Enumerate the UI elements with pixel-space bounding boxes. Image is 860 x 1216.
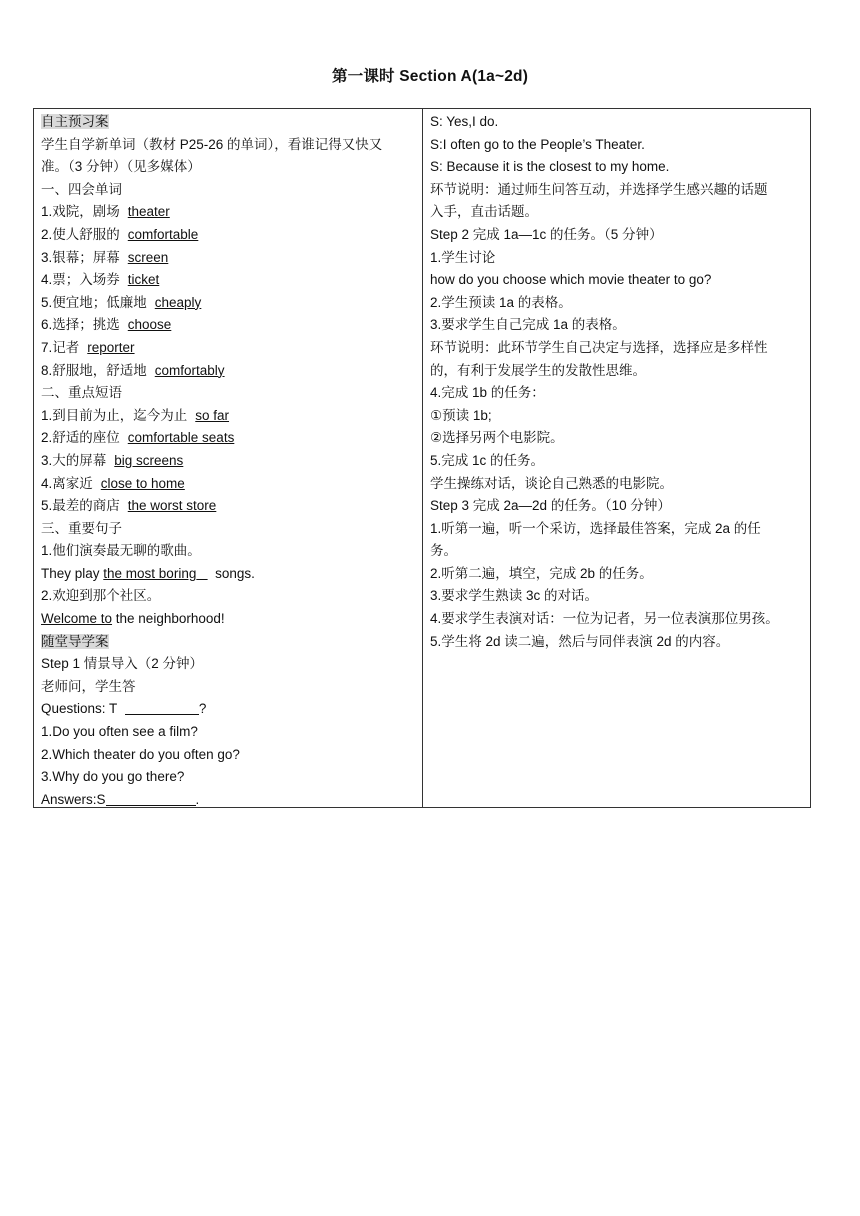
vocab-item [41, 337, 422, 360]
vocab-item-cn: 8.舒服地，舒适地 [41, 362, 147, 378]
phrase-item-answer: so far [195, 407, 230, 423]
right-line: 3.要求学生熟读 3c 的对话。 [430, 588, 599, 604]
right-line: 2.学生预读 1a 的表格。 [430, 294, 572, 310]
vocab-item [41, 224, 422, 247]
right-line: 4.要求学生表演对话：一位为记者，另一位表演那位男孩。 [430, 611, 779, 627]
class-heading: 随堂导学案 [41, 633, 109, 649]
right-line: 1.听第一遍，听一个采访，选择最佳答案，完成 2a 的任 [430, 520, 761, 536]
phrase-item [41, 405, 422, 428]
vocab-item-cn: 7.记者 [41, 339, 80, 355]
right-line: 入手，直击话题。 [430, 204, 538, 220]
vocab-item [41, 247, 422, 270]
sentence-text: songs. [215, 565, 255, 581]
phrase-item-cn: 2.舒适的座位 [41, 430, 120, 446]
right-column [423, 109, 810, 807]
vocab-item [41, 314, 422, 337]
sentence-cn: 1.他们演奏最无聊的歌曲。 [41, 543, 201, 559]
phrase-item-cn: 4.离家近 [41, 475, 93, 491]
right-line: 4.完成 1b 的任务： [430, 385, 545, 401]
sentence-cn: 2.欢迎到那个社区。 [41, 588, 161, 604]
vocab-item-cn: 4.票；入场券 [41, 272, 120, 288]
vocab-item-answer: comfortable [127, 226, 199, 242]
right-line: 2.听第二遍，填空，完成 2b 的任务。 [430, 565, 653, 581]
page-title: 第一课时 Section A(1a~2d) [331, 68, 529, 85]
right-line: S: Because it is the closest to my home. [430, 159, 670, 175]
vocab-item-cn: 3.银幕；屏幕 [41, 249, 120, 265]
prep-heading: 自主预习案 [41, 114, 109, 129]
right-line: 1.学生讨论 [430, 249, 496, 265]
vocab-item-answer: ticket [127, 272, 160, 288]
right-line: S: Yes,I do. [430, 114, 499, 129]
right-line: 3.要求学生自己完成 1a 的表格。 [430, 317, 626, 333]
phrase-item [41, 427, 422, 450]
vocab-item-answer: screen [127, 249, 169, 265]
phrase-item-answer: the worst store [127, 498, 217, 514]
vocab-item-cn: 1.戏院，剧场 [41, 204, 120, 220]
right-line: Step 2 完成 1a—1c 的任务。（5 分钟） [430, 226, 663, 242]
sentence-text: They play [41, 565, 104, 581]
phrase-item-cn: 3.大的屏幕 [41, 452, 107, 468]
sentence-answer: Welcome to [41, 611, 113, 627]
answers-label: Answers:S [41, 791, 106, 807]
vocab-heading: 一、四会单词 [41, 181, 122, 197]
vocab-item-cn: 5.便宜地；低廉地 [41, 294, 147, 310]
lesson-table [33, 108, 811, 808]
vocab-item-answer: choose [127, 317, 172, 333]
right-line: Step 3 完成 2a—2d 的任务。（10 分钟） [430, 498, 671, 514]
right-line: how do you choose which movie theater to go? [430, 272, 712, 288]
step1-desc: 老师问，学生答 [41, 678, 136, 694]
phrase-item [41, 473, 422, 496]
right-line: 学生操练对话，谈论自己熟悉的电影院。 [430, 475, 673, 491]
right-line: ②选择另两个电影院。 [430, 430, 564, 446]
right-line: 5.学生将 2d 读二遍，然后与同伴表演 2d 的内容。 [430, 633, 730, 649]
question-item: 1.Do you often see a film? [41, 724, 198, 740]
vocab-item-cn: 2.使人舒服的 [41, 226, 120, 242]
left-column [34, 109, 423, 807]
phrase-item [41, 495, 422, 518]
vocab-item-cn: 6.选择；挑选 [41, 317, 120, 333]
sentence-heading: 三、重要句子 [41, 520, 122, 536]
intro-line: 学生自学新单词（教材 P25-26 的单词），看谁记得又快又 [41, 136, 383, 152]
right-line: 环节说明：此环节学生自己决定与选择，选择应是多样性 [430, 339, 768, 355]
questions-end: ? [198, 701, 207, 717]
phrase-item [41, 450, 422, 473]
vocab-item-answer: comfortably [154, 362, 225, 378]
phrase-item-answer: close to home [100, 475, 185, 491]
phrase-item-answer: comfortable seats [127, 430, 235, 446]
vocab-list [41, 201, 422, 382]
sentence-answer [103, 566, 207, 581]
class-heading-line [41, 631, 422, 654]
questions-label: Questions: T [41, 701, 118, 717]
right-line: ①预读 1b; [430, 407, 492, 423]
step1-title: Step 1 情景导入（2 分钟） [41, 656, 204, 672]
phrase-heading: 二、重点短语 [41, 385, 122, 401]
sentence-text: the neighborhood! [112, 611, 225, 627]
question-item: 2.Which theater do you often go? [41, 746, 240, 762]
sentence-en [41, 608, 422, 631]
sentence-en [41, 563, 422, 586]
intro-line: 准。（3 分钟）（见多媒体） [41, 159, 201, 175]
phrase-item-cn: 1.到目前为止，迄今为止 [41, 407, 188, 423]
question-blank [125, 699, 199, 715]
vocab-item [41, 201, 422, 224]
right-line: 的，有利于发展学生的发散性思维。 [430, 362, 646, 378]
question-item: 3.Why do you go there? [41, 769, 185, 785]
phrase-item-cn: 5.最差的商店 [41, 498, 120, 514]
vocab-item-answer: theater [127, 204, 170, 220]
answers-end: . [195, 791, 200, 807]
answers-line [41, 789, 422, 807]
phrase-item-answer: big screens [114, 452, 184, 468]
prep-heading-line [41, 111, 422, 134]
right-line: 环节说明：通过师生问答互动，并选择学生感兴趣的话题 [430, 181, 768, 197]
right-line: S:I often go to the People’s Theater. [430, 136, 645, 152]
vocab-item-answer: cheaply [154, 294, 202, 310]
vocab-item-answer: reporter [87, 339, 135, 355]
sentence-answer-text: the most boring [103, 565, 197, 581]
right-line: 务。 [430, 543, 457, 559]
vocab-item [41, 360, 422, 383]
vocab-item [41, 292, 422, 315]
right-line: 5.完成 1c 的任务。 [430, 452, 545, 468]
answer-blank [106, 790, 196, 806]
questions-line [41, 698, 422, 721]
phrase-list [41, 405, 422, 518]
vocab-item [41, 269, 422, 292]
